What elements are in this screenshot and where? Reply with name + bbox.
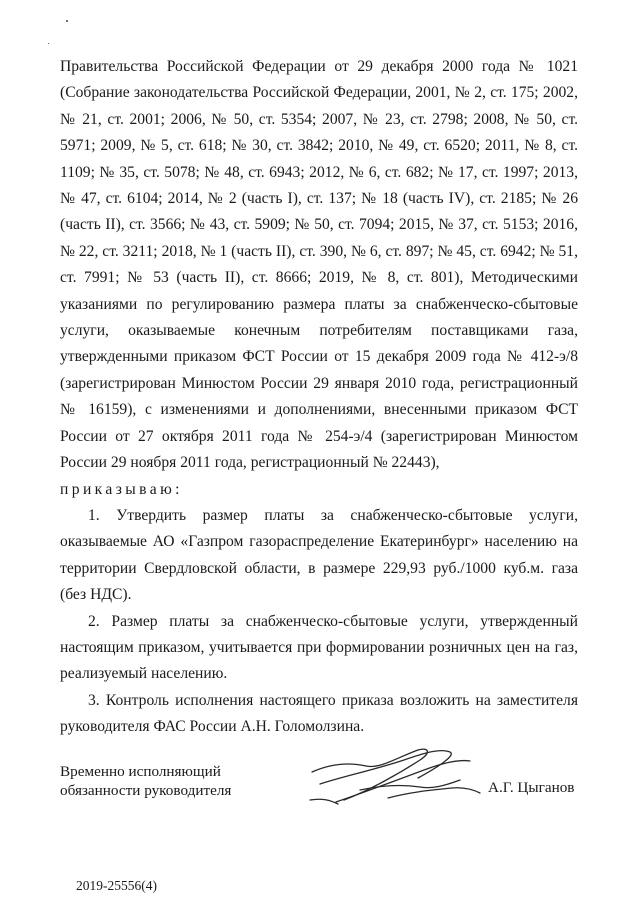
order-item-3: 3. Контроль исполнения настоящего приказа возложить на заместителя руководителя ФАС России А.Н. Голомолзина. (60, 691, 578, 736)
position-line-2: обязанности руководителя (60, 782, 232, 799)
scan-speck (66, 20, 68, 22)
scan-speck (48, 43, 49, 44)
signatory-name: А.Г. Цыганов (488, 779, 575, 796)
position-line-1: Временно исполняющий (60, 763, 221, 780)
handwritten-signature (300, 740, 490, 820)
order-item-1: 1. Утвердить размер платы за снабженческо-сбытовые услуги, оказываемые АО «Газпром газораспределение Екатеринбург» населению на территории Свердловской области, в размере 229,93 руб./1000 куб.м. газа (без НДС). (60, 506, 578, 604)
intro-paragraph: Правительства Российской Федерации от 29 декабря 2000 года № 1021 (Собрание законодательства Российской Федерации, 2001, № 2, ст. 175; 2002, № 21, ст. 2001; 2006, № 50, ст. 5354; 2007, № 23, ст. 2798; 2008, № 50, ст. 5971; 2009, № 5, ст. 618; № 30, ст. 3842; 2010, № 49, ст. 6520; 2011, № 8, ст. 1109; № 35, ст. 5078; № 48, ст. 6943; 2012, № 6, ст. 682; № 17, ст. 1997; 2013, № 47, ст. 6104; 2014, № 2 (часть I), ст. 137; № 18 (часть IV), ст. 2185; № 26 (часть II), ст. 3566; № 43, ст. 5909; № 50, ст. 7094; 2015, № 37, ст. 5153; 2016, № 22, ст. 3211; 2018, № 1 (часть II), ст. 390, № 6, ст. 897; № 45, ст. 6942; № 51, ст. 7991; № 53 (часть II), ст. 8666; 2019, № 8, ст. 801), Методическими указаниями по регулированию размера платы за снабженческо-сбытовые услуги, оказываемые конечным потребителям поставщиками газа, утвержденными приказом ФСТ России от 15 декабря 2009 года № 412-э/8 (зарегистрирован Минюстом России 29 января 2010 года, регистрационный № 16159), с изменениями и дополнениями, внесенными приказом ФСТ России от 27 октября 2011 года № 254-э/4 (зарегистрирован Минюстом России 29 ноября 2011 года, регистрационный № 22443), (60, 58, 578, 472)
signatory-position (60, 762, 231, 800)
document-number: 2019-25556(4) (76, 878, 157, 893)
order-word: приказываю: (60, 480, 183, 498)
order-item-2: 2. Размер платы за снабженческо-сбытовые услуги, утвержденный настоящим приказом, учитывается при формировании розничных цен на газ, реализуемый населению. (60, 612, 578, 683)
document-body (60, 54, 578, 741)
